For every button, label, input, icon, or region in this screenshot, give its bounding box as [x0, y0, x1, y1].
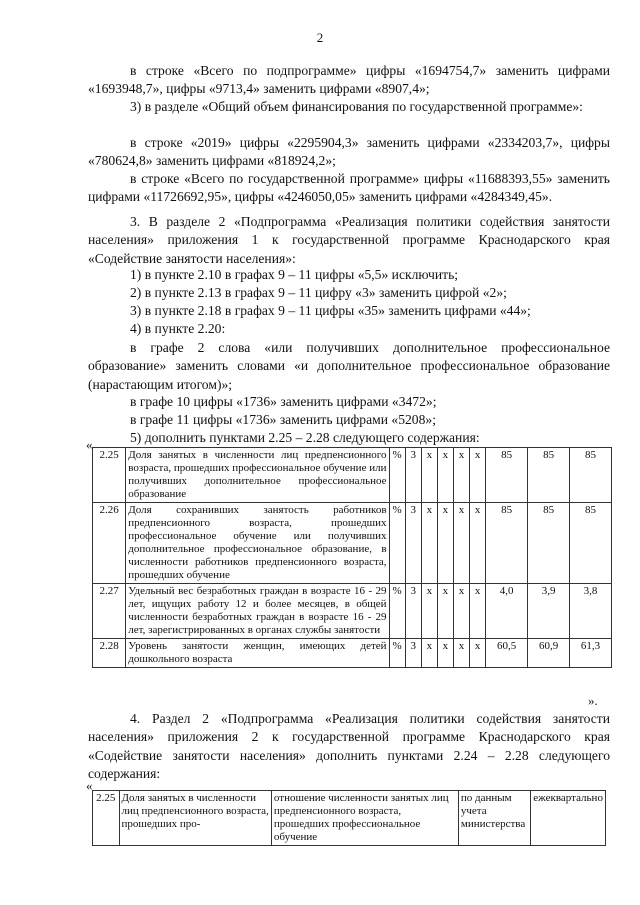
indicators-table — [92, 447, 612, 668]
value-2019: 85 — [486, 448, 528, 503]
paragraph-subprogram-total: в строке «Всего по подпрограмме» цифры «1694754,7» заменить цифрами «1693948,7», цифры «9713,4» заменить цифрами «8907,4»; — [88, 63, 610, 97]
x-cell: х — [421, 448, 437, 503]
value-2020: 85 — [528, 503, 570, 584]
value-2021: 61,3 — [570, 639, 612, 668]
x-cell: х — [470, 448, 486, 503]
status-cell: 3 — [405, 448, 421, 503]
status-cell: 3 — [405, 639, 421, 668]
x-cell: х — [453, 584, 469, 639]
calculation-method: отношение численности занятых лиц предпенсионного возраста, прошедших профессиональное обучение — [271, 791, 458, 846]
value-2019: 4,0 — [486, 584, 528, 639]
x-cell: х — [421, 503, 437, 584]
close-quote-1: ». — [588, 693, 598, 708]
indicator-name: Уровень занятости женщин, имеющих детей дошкольного возраста — [126, 639, 389, 668]
paragraph-item-5: 5) дополнить пунктами 2.25 – 2.28 следующего содержания: — [130, 430, 480, 445]
x-cell: х — [437, 584, 453, 639]
unit-cell: % — [389, 503, 405, 584]
value-2019: 85 — [486, 503, 528, 584]
paragraph-item-3: 3) в пункте 2.18 в графах 9 – 11 цифры «35» заменить цифрами «44»; — [130, 303, 531, 318]
x-cell: х — [470, 503, 486, 584]
value-2020: 85 — [528, 448, 570, 503]
paragraph-item-2: 2) в пункте 2.13 в графах 9 – 11 цифру «3» заменить цифрой «2»; — [130, 285, 507, 300]
x-cell: х — [437, 639, 453, 668]
indicator-name: Доля занятых в численности лиц предпенсионного возраста, прошедших профессиональное обучение или получивших дополнительное профессиональное образование — [126, 448, 389, 503]
x-cell: х — [453, 639, 469, 668]
open-quote-1: « — [86, 437, 93, 452]
status-cell: 3 — [405, 503, 421, 584]
indicator-name: Доля занятых в численности лиц предпенсионного возраста, прошедших про- — [119, 791, 271, 846]
paragraph-2019-row: в строке «2019» цифры «2295904,3» заменить цифрами «2334203,7», цифры «780624,8» заменить цифрами «818924,2»; — [88, 135, 610, 169]
paragraph-item-4: 4) в пункте 2.20: — [130, 321, 226, 336]
table-row — [93, 584, 612, 639]
table-row — [93, 448, 612, 503]
row-number: 2.26 — [93, 503, 126, 584]
paragraph-section-4: 4. Раздел 2 «Подпрограмма «Реализация политики содействия занятости населения» приложения 2 к государственной программе Краснодарского края «Содействие занятости населения» дополнить пунктами 2.24 – 2.28 следующего содержания: — [88, 711, 610, 781]
paragraph-column-10: в графе 10 цифры «1736» заменить цифрами «3472»; — [130, 394, 437, 409]
data-source: по данным учета министерства — [458, 791, 530, 846]
unit-cell: % — [389, 448, 405, 503]
value-2019: 60,5 — [486, 639, 528, 668]
x-cell: х — [421, 639, 437, 668]
open-quote-2: « — [86, 778, 93, 793]
value-2021: 85 — [570, 448, 612, 503]
status-cell: 3 — [405, 584, 421, 639]
x-cell: х — [453, 503, 469, 584]
paragraph-column-2: в графе 2 слова «или получивших дополнительное профессиональное образование» заменить словами «и дополнительное профессиональное образование (нарастающим итогом)»; — [88, 340, 610, 392]
paragraph-item-1: 1) в пункте 2.10 в графах 9 – 11 цифры «5,5» исключить; — [130, 267, 459, 282]
x-cell: х — [437, 448, 453, 503]
row-number: 2.25 — [93, 791, 120, 846]
table-row — [93, 639, 612, 668]
paragraph-program-total: в строке «Всего по государственной программе» цифры «11688393,55» заменить цифрами «11726692,95», цифры «4246050,05» заменить цифрами «4284349,45». — [88, 171, 610, 205]
table-row — [93, 503, 612, 584]
unit-cell: % — [389, 639, 405, 668]
x-cell: х — [470, 639, 486, 668]
unit-cell: % — [389, 584, 405, 639]
indicator-name: Доля сохранивших занятость работников предпенсионного возраста, прошедших профессиональное обучение или получивших дополнительное профессиональное образование, в численности работников предпенсионного возраста, прошедших обучение — [126, 503, 389, 584]
periodicity: ежеквартально — [531, 791, 606, 846]
value-2021: 3,8 — [570, 584, 612, 639]
x-cell: х — [453, 448, 469, 503]
x-cell: х — [421, 584, 437, 639]
table-row — [93, 791, 606, 846]
page-number: 2 — [316, 30, 324, 45]
row-number: 2.25 — [93, 448, 126, 503]
paragraph-funding-section: 3) в разделе «Общий объем финансирования по государственной программе»: — [130, 99, 583, 114]
x-cell: х — [437, 503, 453, 584]
x-cell: х — [470, 584, 486, 639]
row-number: 2.28 — [93, 639, 126, 668]
value-2021: 85 — [570, 503, 612, 584]
paragraph-section-3: 3. В разделе 2 «Подпрограмма «Реализация политики содействия занятости населения» приложения 1 к государственной программе Краснодарского края «Содействие занятости населения»: — [88, 214, 610, 266]
value-2020: 3,9 — [528, 584, 570, 639]
methodology-table — [92, 790, 606, 846]
paragraph-column-11: в графе 11 цифры «1736» заменить цифрами «5208»; — [130, 412, 436, 427]
value-2020: 60,9 — [528, 639, 570, 668]
indicator-name: Удельный вес безработных граждан в возрасте 16 - 29 лет, ищущих работу 12 и более месяцев, в общей численности безработных граждан в возрасте 16 - 29 лет, зарегистрированных в органах службы занятости — [126, 584, 389, 639]
row-number: 2.27 — [93, 584, 126, 639]
